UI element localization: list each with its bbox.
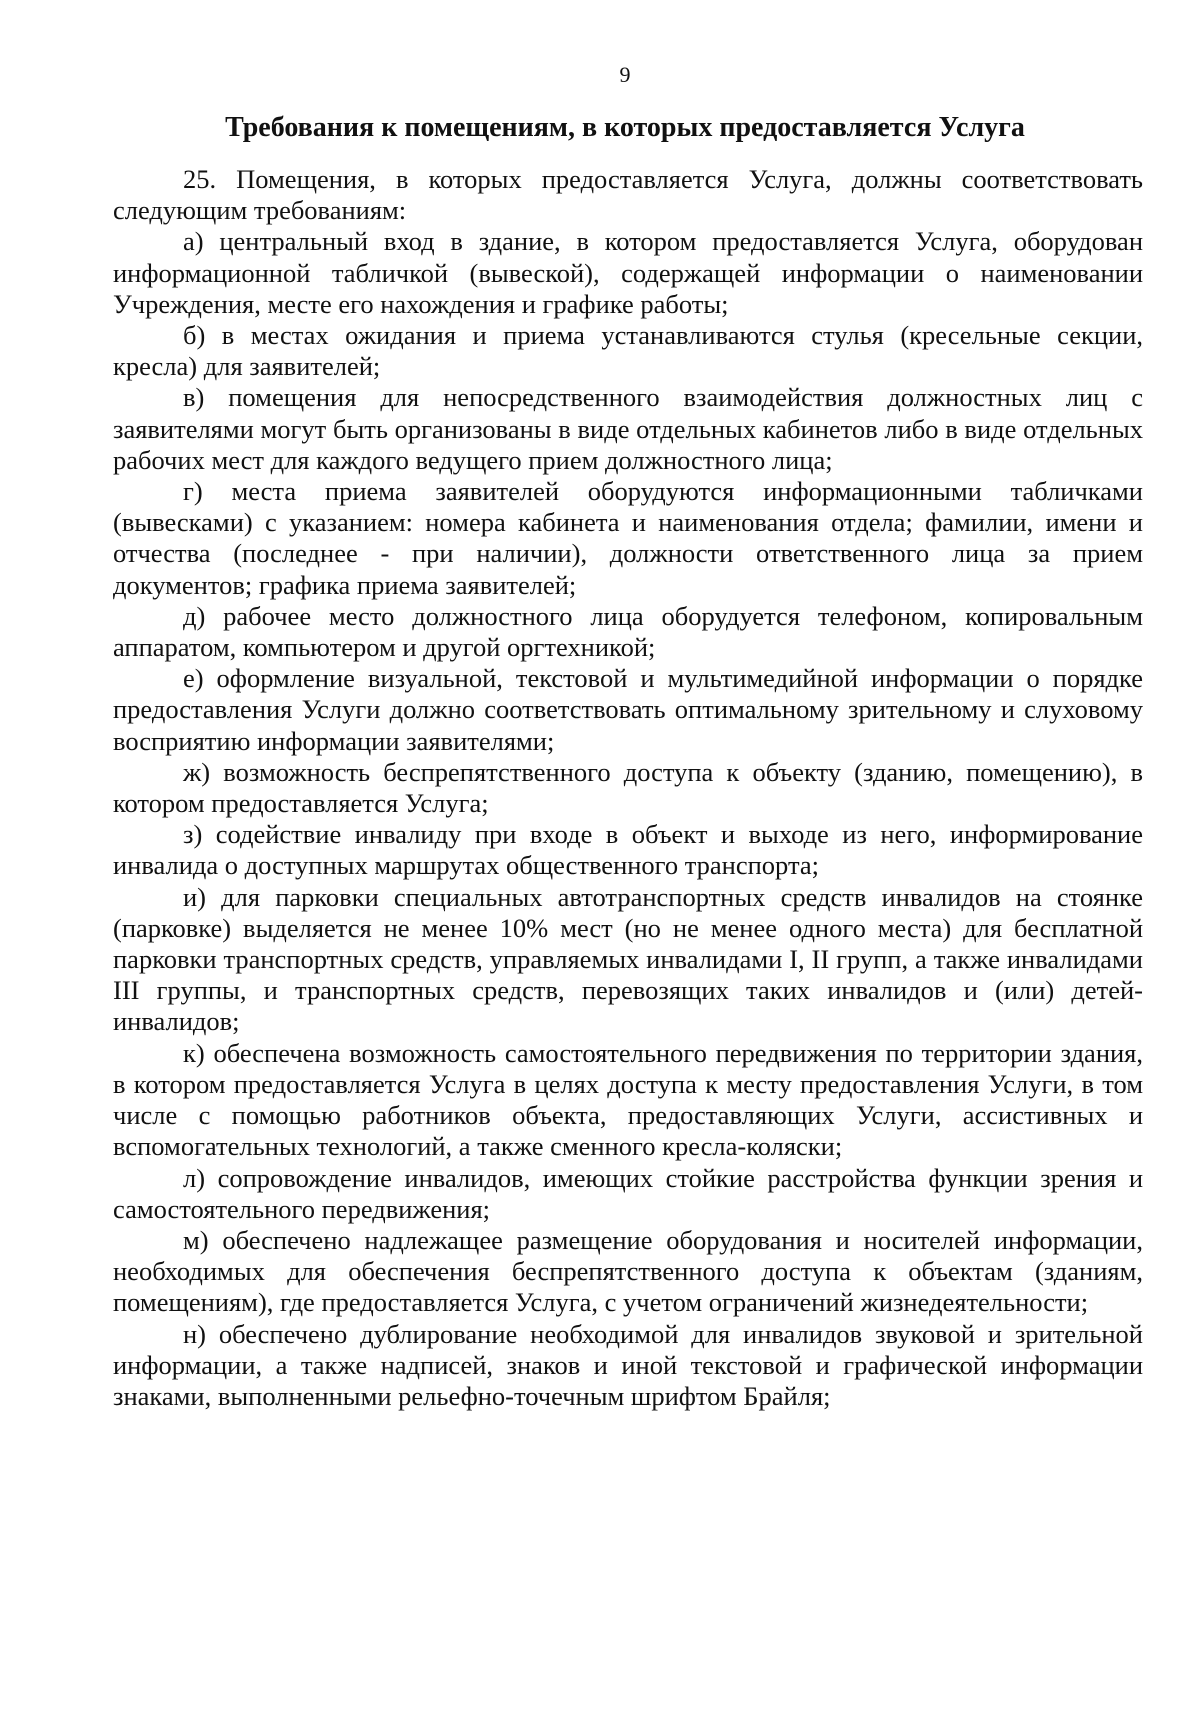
paragraph-z: з) содействие инвалиду при входе в объект и выходе из него, информирование инвалида о доступных маршрутах общественного транспорта; [113,819,1143,881]
paragraph-zh: ж) возможность беспрепятственного доступа к объекту (зданию, помещению), в котором предоставляется Услуга; [113,756,1143,819]
paragraph-e: е) оформление визуальной, текстовой и мультимедийной информации о порядке предоставления Услуги должно соответствовать оптимальному зрительному и слуховому восприятию информации заявителями; [113,663,1143,756]
paragraph-k: к) обеспечена возможность самостоятельного передвижения по территории здания, в котором предоставляется Услуга в целях доступа к месту предоставления Услуги, в том числе с помощью работников объекта, предоставляющих Услуги, ассистивных и вспомогательных технологий, а также сменного кресла-коляски; [113,1037,1143,1162]
paragraph-v: в) помещения для непосредственного взаимодействия должностных лиц с заявителями могут быть организованы в виде отдельных кабинетов либо в виде отдельных рабочих мест для каждого ведущего прием должностного лица; [113,382,1143,475]
paragraph-25: 25. Помещения, в которых предоставляется Услуга, должны соответствовать следующим требованиям: [113,164,1143,226]
paragraph-i: и) для парковки специальных автотранспортных средств инвалидов на стоянке (парковке) выделяется не менее 10% мест (но не менее одного места) для бесплатной парковки транспортных средств, управляемых инвалидами I, II групп, а также инвалидами III группы, и транспортных средств, перевозящих таких инвалидов и (или) детей-инвалидов; [113,881,1143,1037]
paragraph-g: г) места приема заявителей оборудуются информационными табличками (вывесками) с указанием: номера кабинета и наименования отдела; фамилии, имени и отчества (последнее - при наличии), должности ответственного лица за прием документов; графика приема заявителей; [113,476,1143,600]
paragraph-m: м) обеспечено надлежащее размещение оборудования и носителей информации, необходимых для обеспечения беспрепятственного доступа к объектам (зданиям, помещениям), где предоставляется Услуга, с учетом ограничений жизнедеятельности; [113,1224,1143,1318]
paragraph-b: б) в местах ожидания и приема устанавливаются стулья (кресельные секции, кресла) для заявителей; [113,320,1143,382]
paragraph-d: д) рабочее место должностного лица оборудуется телефоном, копировальным аппаратом, компьютером и другой оргтехникой; [113,600,1143,663]
paragraph-n: н) обеспечено дублирование необходимой для инвалидов звуковой и зрительной информации, а также надписей, знаков и иной текстовой и графической информации знаками, выполненными рельефно-точечным шрифтом Брайля; [113,1318,1143,1411]
paragraph-a: а) центральный вход в здание, в котором предоставляется Услуга, оборудован информационной табличкой (вывеской), содержащей информации о наименовании Учреждения, месте его нахождения и графике работы; [113,226,1143,319]
page-number: 9 [619,62,631,87]
paragraph-l: л) сопровождение инвалидов, имеющих стойкие расстройства функции зрения и самостоятельного передвижения; [113,1162,1143,1224]
document-body [113,164,1143,1412]
section-heading: Требования к помещениям, в которых предоставляется Услуга [225,112,1025,143]
